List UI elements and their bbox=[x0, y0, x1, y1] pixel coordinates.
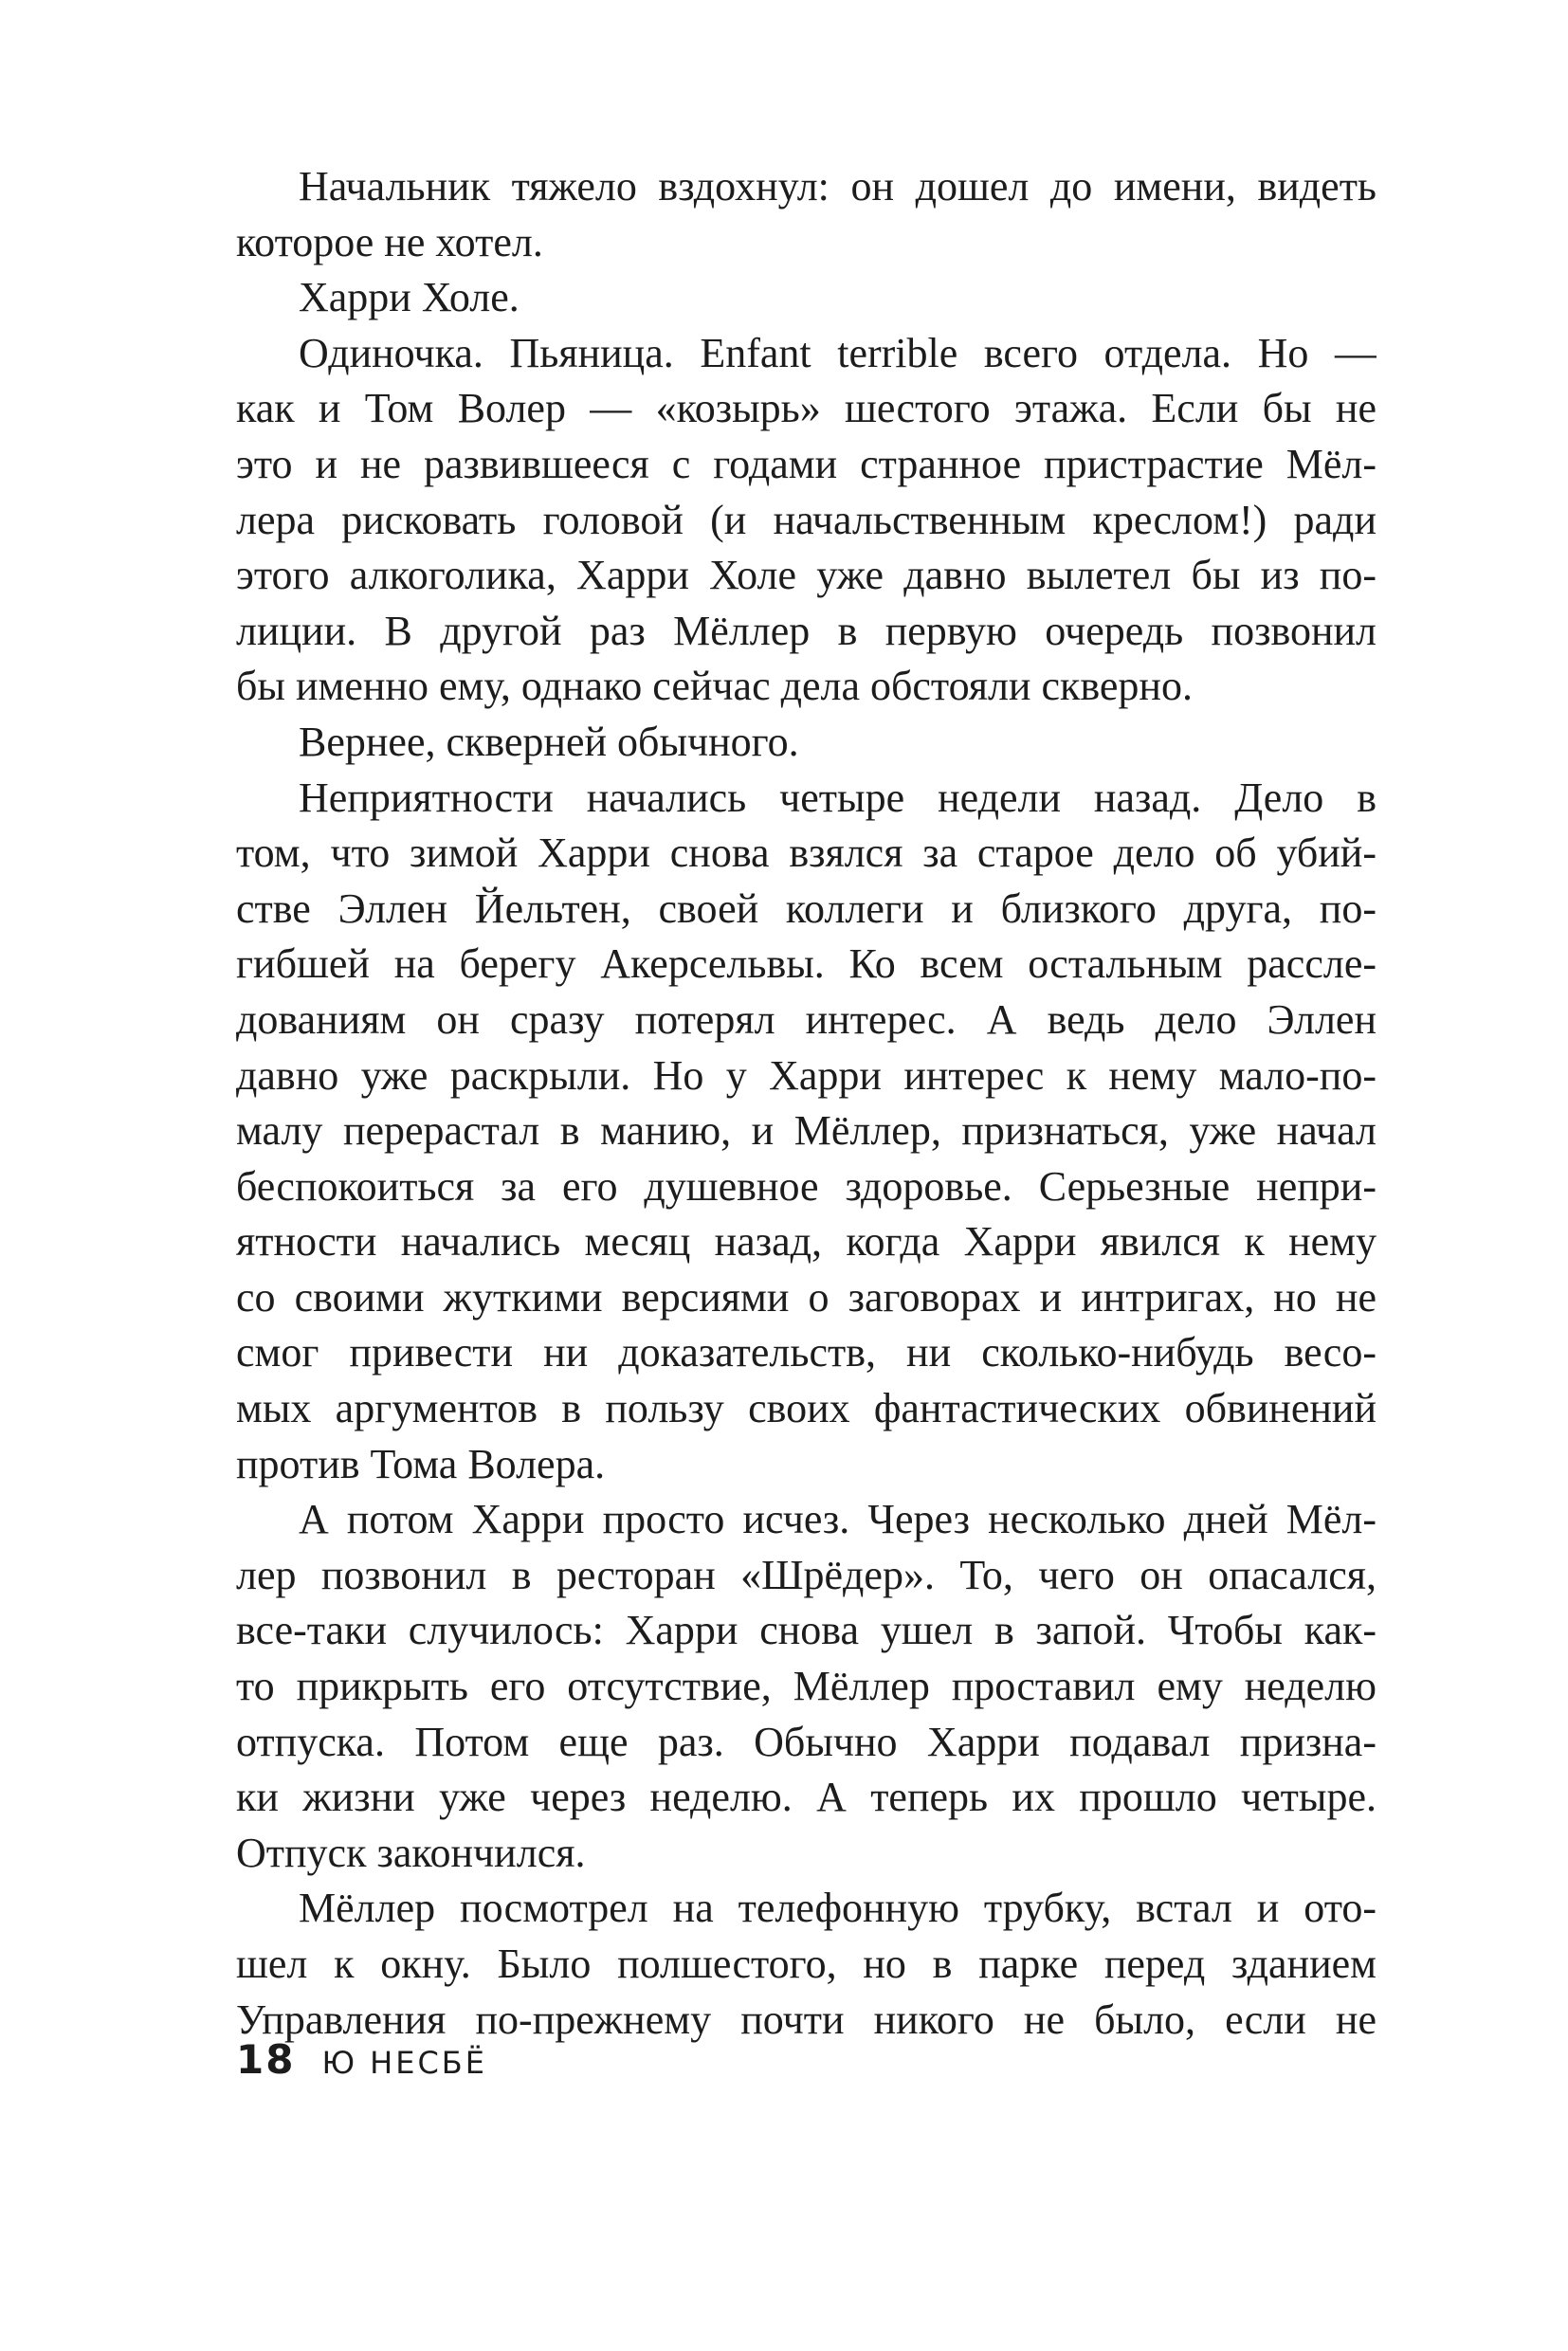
text-line: Отпуск закончился. bbox=[236, 1829, 586, 1876]
text-line: лиции. В другой раз Мёллер в первую очередь позвонил bbox=[236, 607, 1377, 654]
text-line: шел к окну. Было полшестого, но в парке перед зданием bbox=[236, 1941, 1377, 1987]
text-line: Управления по-прежнему почти никого не было, если не bbox=[236, 1996, 1377, 2043]
page-footer bbox=[236, 2036, 487, 2093]
text-line: которое не хотел. bbox=[236, 218, 543, 265]
text-line: стве Эллен Йельтен, своей коллеги и близкого друга, по- bbox=[236, 884, 1377, 932]
text-line: мых аргументов в пользу своих фантастических обвинений bbox=[236, 1385, 1377, 1432]
text-line: Харри Холе. bbox=[299, 274, 520, 321]
text-line: лера рисковать головой (и начальственным креслом!) ради bbox=[236, 496, 1377, 543]
text-line: это и не развившееся с годами странное пристрастие Мёл- bbox=[236, 440, 1377, 487]
text-line: А потом Харри просто исчез. Через несколько дней Мёл- bbox=[299, 1496, 1377, 1543]
text-line: давно уже раскрыли. Но у Харри интерес к нему мало-по- bbox=[236, 1051, 1377, 1099]
text-line: смог привести ни доказательств, ни сколько-нибудь весо- bbox=[236, 1329, 1377, 1376]
text-line: против Тома Волера. bbox=[236, 1440, 606, 1487]
text-line: то прикрыть его отсутствие, Мёллер проставил ему неделю bbox=[236, 1663, 1377, 1710]
text-line: Начальник тяжело вздохнул: он дошел до имени, видеть bbox=[299, 163, 1377, 210]
text-line: дованиям он сразу потерял интерес. А ведь дело Эллен bbox=[236, 995, 1377, 1043]
text-line: гибшей на берегу Акерсельвы. Ко всем остальным рассле- bbox=[236, 940, 1377, 988]
text-line: этого алкоголика, Харри Холе уже давно вылетел бы из по- bbox=[236, 552, 1377, 599]
page-number: 18 bbox=[236, 2036, 296, 2083]
text-line: Одиночка. Пьяница. Enfant terrible всего отдела. Но — bbox=[299, 329, 1377, 376]
text-line: бы именно ему, однако сейчас дела обстояли скверно. bbox=[236, 663, 1193, 710]
body-text bbox=[236, 159, 1377, 2048]
text-line: отпуска. Потом еще раз. Обычно Харри подавал призна- bbox=[236, 1718, 1377, 1765]
text-line: как и Том Волер — «козырь» шестого этажа. Если бы не bbox=[236, 385, 1377, 432]
text-line: все-таки случилось: Харри снова ушел в запой. Чтобы как- bbox=[236, 1607, 1377, 1654]
text-line: малу перерастал в манию, и Мёллер, признаться, уже начал bbox=[236, 1107, 1377, 1155]
running-head-author: Ю НЕСБЁ bbox=[321, 2045, 487, 2081]
text-line: том, что зимой Харри снова взялся за старое дело об убий- bbox=[236, 829, 1377, 877]
text-line: Мёллер посмотрел на телефонную трубку, встал и ото- bbox=[299, 1885, 1377, 1932]
text-line: беспокоиться за его душевное здоровье. Серьезные непри- bbox=[236, 1162, 1377, 1210]
text-line: ятности начались месяц назад, когда Харри явился к нему bbox=[236, 1218, 1377, 1266]
text-line: ки жизни уже через неделю. А теперь их прошло четыре. bbox=[236, 1774, 1377, 1821]
text-line: Неприятности начались четыре недели назад. Дело в bbox=[299, 774, 1377, 821]
text-line: Вернее, скверней обычного. bbox=[299, 718, 799, 765]
text-line: со своими жуткими версиями о заговорах и интригах, но не bbox=[236, 1273, 1377, 1321]
text-line: лер позвонил в ресторан «Шрёдер». То, чего он опасался, bbox=[236, 1551, 1377, 1598]
